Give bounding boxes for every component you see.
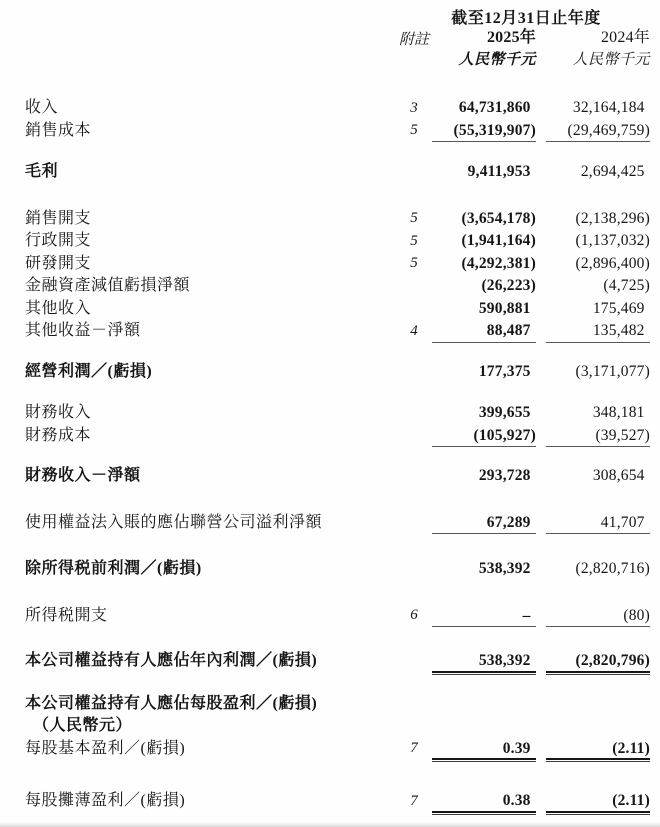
row-note: 4: [410, 322, 418, 339]
table-row: [0, 738, 660, 761]
row-label: 財務收入: [25, 404, 92, 421]
row-value-2025: 590,881: [478, 299, 531, 317]
row-label: 使用權益法入賬的應佔聯營公司溢利淨額: [25, 513, 323, 531]
table-row: [0, 693, 660, 738]
spacer: [0, 343, 660, 361]
row-value-2024: (2.11): [546, 790, 650, 813]
row-value-2024: 348,181: [592, 404, 645, 421]
row-value-2024: 175,469: [592, 299, 645, 317]
row-value-2024: (2,896,400): [575, 254, 650, 272]
row-label: 行政開支: [25, 232, 92, 249]
table-row: [0, 512, 660, 535]
row-note: 6: [410, 607, 418, 624]
row-value-2025: 0.38: [432, 790, 536, 813]
table-header-years: [0, 27, 660, 49]
row-value-2025: 9,411,953: [467, 163, 531, 180]
row-label: 本公司權益持有人應佔年內利潤／(虧損): [25, 652, 318, 669]
unit-2025-header: 人民幣千元: [458, 51, 536, 68]
spacer: [0, 581, 660, 605]
row-value-2024: (80): [546, 605, 650, 628]
row-label: 金融資產減值虧損淨額: [25, 277, 191, 294]
table-row: [0, 320, 660, 343]
row-value-2025: 64,731,860: [458, 99, 531, 116]
row-value-2025: [432, 704, 536, 727]
spacer: [0, 534, 660, 558]
row-label: 本公司權益持有人應佔每股盈利／(虧損) （人民幣元）: [25, 694, 318, 734]
unit-2024-header: 人民幣千元: [572, 51, 650, 68]
row-value-2025: (105,927): [432, 425, 536, 448]
row-note: 5: [410, 255, 418, 272]
table-row: [0, 650, 660, 673]
row-value-2025: 67,289: [432, 512, 536, 535]
row-value-2024: (29,469,759): [546, 120, 650, 143]
row-note: 5: [410, 210, 418, 227]
table-row: [0, 208, 660, 231]
spacer: [0, 71, 660, 97]
row-label: 所得税開支: [25, 606, 108, 624]
row-label: 每股攤薄盈利／(虧損): [25, 792, 186, 809]
spacer: [0, 142, 660, 161]
spacer: [0, 488, 660, 512]
spacer: [0, 383, 660, 402]
row-value-2025: (3,654,178): [461, 209, 536, 227]
row-value-2024: 2,694,425: [580, 163, 645, 180]
table-row: [0, 230, 660, 253]
row-note: 7: [410, 740, 418, 757]
note-column-header: 附註: [398, 31, 429, 48]
row-value-2024: 41,707: [546, 512, 650, 535]
period-title: 截至12月31日止年度: [451, 9, 601, 27]
table-row: [0, 275, 660, 298]
table-row: [0, 298, 660, 321]
row-value-2024: 32,164,184: [572, 99, 645, 116]
table-header-units: [0, 49, 660, 71]
table-row: [0, 605, 660, 628]
row-value-2025: 293,728: [478, 467, 531, 484]
row-value-2024: (2,820,716): [575, 560, 650, 577]
row-label: 收入: [25, 99, 59, 116]
financial-table: [0, 97, 660, 813]
row-value-2024: (1,137,032): [575, 232, 650, 249]
table-row: [0, 790, 660, 813]
row-value-2025: 177,375: [478, 362, 531, 380]
spacer: [0, 447, 660, 465]
row-note: 5: [410, 232, 418, 249]
row-value-2025: (55,319,907): [432, 120, 536, 143]
row-value-2024: (3,171,077): [575, 362, 650, 380]
row-label: 其他收入: [25, 299, 92, 317]
table-row: [0, 97, 660, 120]
row-value-2024: (2.11): [546, 738, 650, 761]
table-row: [0, 120, 660, 143]
row-value-2025: 538,392: [432, 650, 536, 673]
row-value-2025: (4,292,381): [461, 254, 536, 272]
row-value-2024: (39,527): [546, 425, 650, 448]
row-value-2024: 135,482: [546, 320, 650, 343]
table-row: [0, 161, 660, 184]
table-row: [0, 253, 660, 276]
row-label: 財務收入－淨額: [25, 467, 141, 484]
row-label: 銷售成本: [25, 121, 92, 139]
spacer: [0, 673, 660, 693]
row-label: 銷售開支: [25, 209, 92, 227]
year-2025-header: 2025年: [486, 28, 536, 46]
row-note: 7: [410, 792, 418, 809]
table-row: [0, 425, 660, 448]
row-value-2024: (2,138,296): [575, 209, 650, 227]
year-2024-header: 2024年: [600, 28, 650, 46]
row-value-2025: –: [432, 605, 536, 628]
row-label: 經營利潤／(虧損): [25, 362, 153, 380]
spacer: [0, 184, 660, 208]
row-value-2025: (1,941,164): [461, 232, 536, 249]
row-label: 其他收益－淨額: [25, 322, 141, 339]
row-value-2024: (4,725): [603, 277, 650, 294]
row-note: 3: [410, 99, 418, 116]
spacer: [0, 627, 660, 650]
row-label: 研發開支: [25, 254, 92, 272]
row-value-2024: 308,654: [592, 467, 645, 484]
row-value-2024: [546, 704, 650, 727]
row-value-2024: (2,820,796): [546, 650, 650, 673]
spacer: [0, 760, 660, 790]
row-value-2025: (26,223): [481, 277, 536, 294]
row-value-2025: 538,392: [478, 560, 531, 577]
row-label: 除所得税前利潤／(虧損): [25, 560, 202, 577]
row-label: 財務成本: [25, 426, 92, 444]
table-row: [0, 361, 660, 384]
row-value-2025: 88,487: [432, 320, 536, 343]
row-label: 毛利: [25, 163, 59, 180]
row-value-2025: 399,655: [478, 404, 531, 421]
row-note: 5: [410, 122, 418, 139]
table-row: [0, 558, 660, 581]
table-header-period: [0, 5, 660, 27]
row-value-2025: 0.39: [432, 738, 536, 761]
table-row: [0, 465, 660, 488]
table-row: [0, 402, 660, 425]
row-label: 每股基本盈利／(虧損): [25, 739, 186, 757]
